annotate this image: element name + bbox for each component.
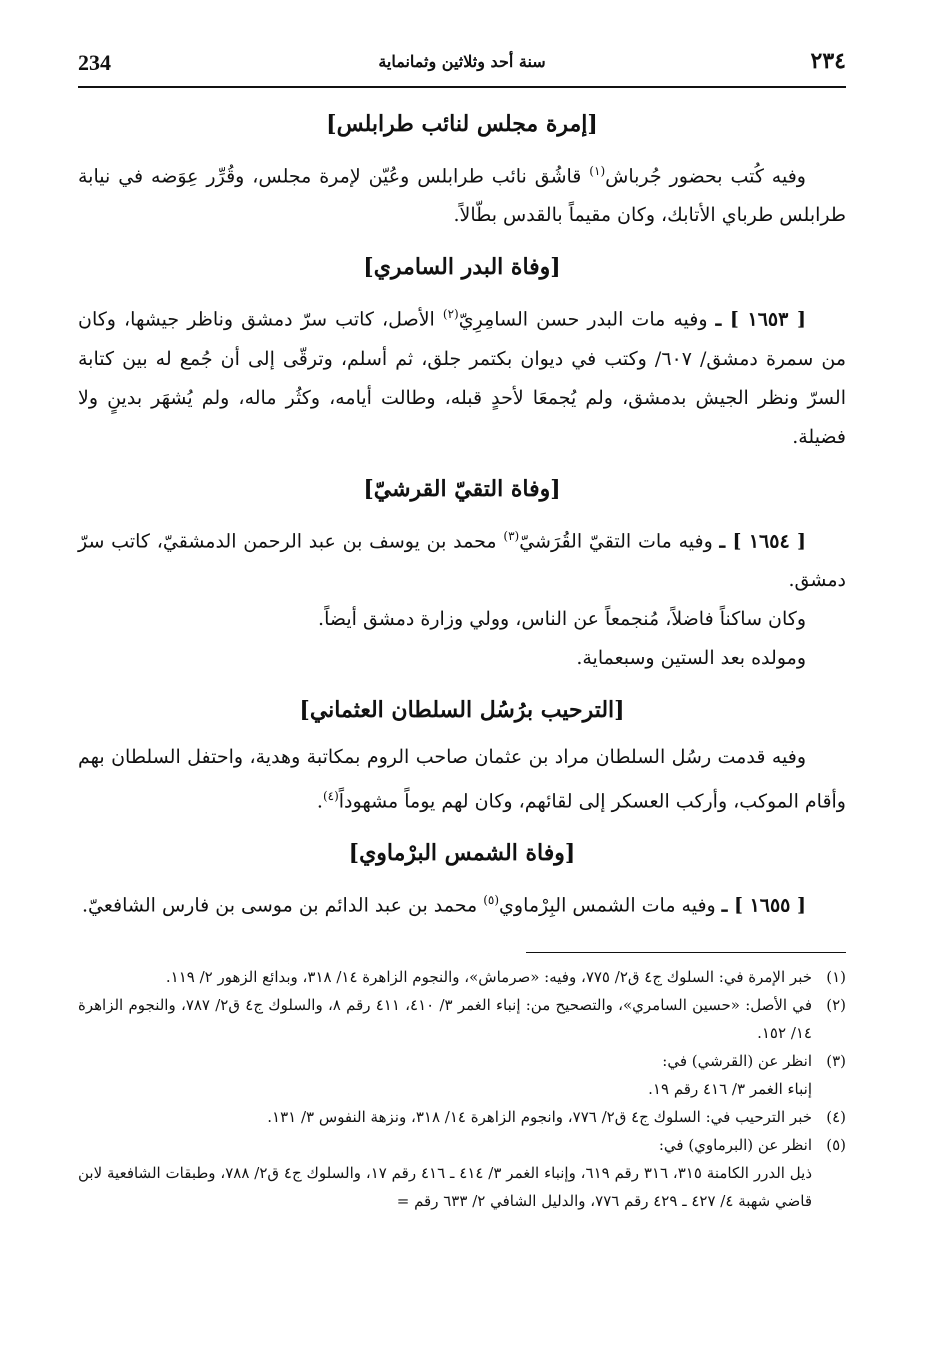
footnote-number: (٤) [826,1107,846,1126]
footnote-separator [526,952,846,953]
footnote-number: (٢) [826,995,846,1014]
paragraph: [ ١٦٥٤ ] ـ وفيه مات التقيّ القُرَشيّ$^{(٣)}$ محمد بن يوسف بن عبد الرحمن الدمشقيّ، كاتب سرّ دمشق. [78,528,846,591]
footnote-ref[interactable]: (٥) [483,893,500,908]
footnote-ref[interactable]: (٣) [503,528,520,543]
footnote [78,991,846,1047]
footnotes [78,963,846,1215]
section-heading: [الترحيب برُسُل السلطان العثماني] [299,696,625,723]
paragraph: [ ١٦٥٥ ] ـ وفيه مات الشمس البِرْماوي$^{(٥)}$ محمد بن عبد الدائم بن موسى بن فارس الشافعيّ. [81,893,806,917]
paragraph: وفيه قدمت رسُل السلطان مراد بن عثمان صاحب الروم بمكاتبة وهدية، واحتفل السلطان بهم وأقام الموكب، وأركب العسكر إلى لقائهم، وكان لهم يوماً مشهوداً$^{(٤)}$. [78,745,846,813]
footnote-text: خبر الترحيب في: السلوك ج٤ ق٢/ ٧٧٦، وانجوم الزاهرة ١٤/ ٣١٨، ونزهة النفوس ٣/ ١٣١. [267,1107,812,1126]
footnote-ref[interactable]: (٤) [322,788,339,803]
footnote-text: إنباء الغمر ٣/ ٤١٦ رقم ١٩. [648,1079,812,1098]
page-number-arabic: ٢٣٤ [810,48,846,74]
main-text [78,106,846,926]
footnote-text: خبر الإمرة في: السلوك ج٤ ق٢/ ٧٧٥، وفيه: «صرماش»، والنجوم الزاهرة ١٤/ ٣١٨، وبدائع الزهور ٢/ ١١٩. [165,967,812,986]
footnote-ref[interactable]: (٢) [442,307,459,322]
running-title: سنة أحد وثلاثين وثمانماية [378,52,546,71]
paragraph: [ ١٦٥٣ ] ـ وفيه مات البدر حسن السامِرِيّ$^{(٢)}$ الأصل، كاتب سرّ دمشق وناظر جيشها، وكان من سمرة دمشق/ ٦٠٧/ وكتب في ديوان بكتمر جلق، ثم أسلم، وترقّى إلى أن جُمع له بين كتابة السرّ ونظر الجيش بدمشق، ولم يُجمعَا لأحدٍ قبله، وطالت أيامه، وكثُر ماله، ولم يُشهَر بدينٍ ولا فضيلة. [78,307,846,448]
section-heading: [وفاة الشمس البرْماوي] [348,840,576,867]
book-page [78,40,846,1330]
footnote [78,1047,846,1103]
footnote [78,1103,846,1131]
footnote-text: انظر عن (القرشي) في: [662,1051,812,1070]
footnote [78,963,846,991]
paragraph: وكان ساكناً فاضلاً، مُنجمعاً عن الناس، وولي وزارة دمشق أيضاً. [318,607,806,630]
section-heading: [وفاة التقيّ القرشيّ] [363,475,561,502]
entry-number: [ ١٦٥٣ ] ـ [715,308,806,331]
footnote-text: انظر عن (البرماوي) في: [658,1135,812,1154]
footnote-ref[interactable]: (١) [589,164,606,178]
paragraph: وفيه كُتب بحضور جُرباش$^{(١)}$ قاشُق نائب طرابلس وعُيّن لإمرة مجلس، وقُرِّر عِوَضه في نيابة طرابلس طرباي الأتابك، وكان مقيماً بالقدس بطّالاً. [78,164,846,227]
running-header [78,40,846,88]
footnote-number: (١) [826,967,846,986]
footnote-text: ذيل الدرر الكامنة ٣١٥، ٣١٦ رقم ٦١٩، وإنباء الغمر ٣/ ٤١٤ ـ ٤١٦ رقم ١٧، والسلوك ج٤ ق٢/ ٧٨٨، وطبقات الشافعية لابن قاضي شهبة ٤/ ٤٢٧ ـ ٤٢٩ رقم ٧٧٦، والدليل الشافي ٢/ ٦٣٣ رقم = [78,1163,813,1210]
entry-number: [ ١٦٥٤ ] ـ [719,529,807,552]
paragraph: ومولده بعد الستين وسبعماية. [576,646,806,669]
section-heading: [إمرة مجلس لنائب طرابلس] [326,111,598,137]
section-heading: [وفاة البدر السامري] [363,254,561,281]
footnote [78,1131,846,1215]
footnote-text: في الأصل: «حسين السامري»، والتصحيح من: إنباء الغمر ٣/ ٤١٠، ٤١١ رقم ٨، والسلوك ج٤ ق٢/ ٧٨٧، والنجوم الزاهرة ١٤/ ١٥٢. [78,995,812,1042]
page-number-latin: 234 [78,50,111,75]
entry-number: [ ١٦٥٥ ] ـ [721,894,806,917]
footnote-number: (٣) [826,1051,846,1070]
footnote-number: (٥) [826,1135,846,1154]
